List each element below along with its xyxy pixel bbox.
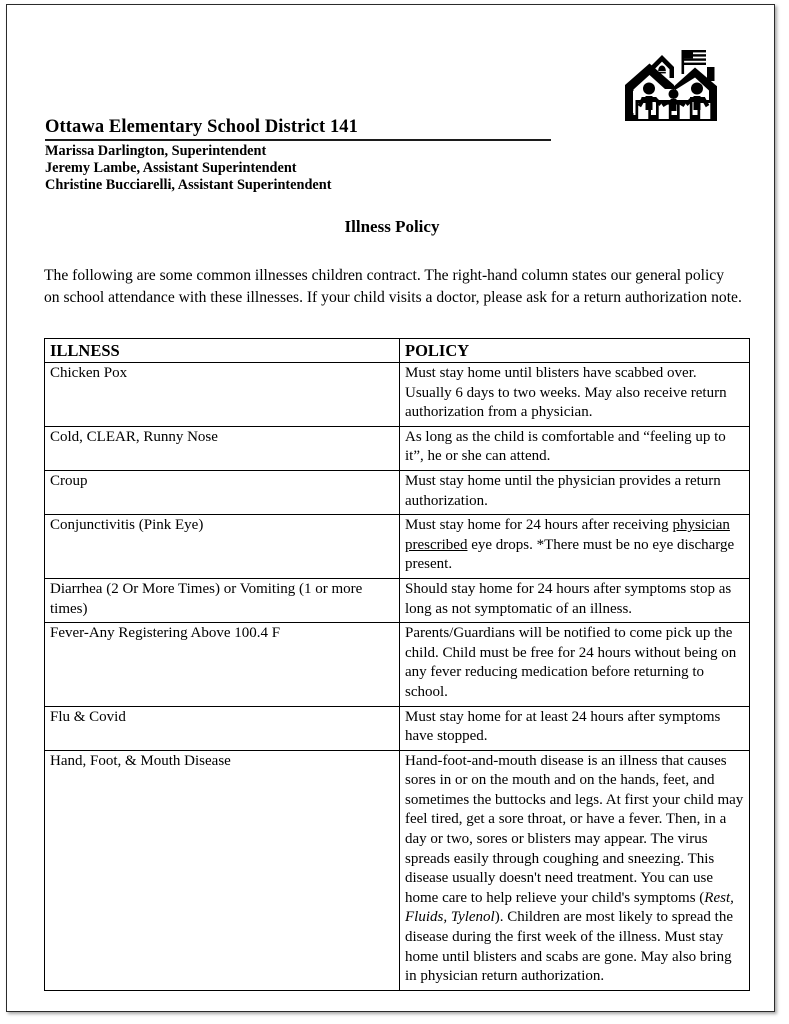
cell-policy: As long as the child is comfortable and “feeling up to it”, he or she can attend. (400, 426, 750, 470)
policy-text-prefix: Hand-foot-and-mouth disease is an illness that causes sores in or on the mouth and on the hands, feet, and sometimes the buttocks and legs. At first your child may feel tired, get a sore throat, or have a fever. Then, in a day or two, sores or blisters may appear. The virus spreads easily through coughing and sneezing. This disease usually doesn't need treatment. You can use home care to help relieve your child's symptoms ( (405, 752, 744, 906)
district-name-underline (45, 139, 551, 141)
table-header-row (45, 339, 750, 363)
table-row (45, 578, 750, 622)
schoolhouse-logo (623, 47, 727, 125)
cell-illness: Diarrhea (2 Or More Times) or Vomiting (1 or more times) (45, 578, 400, 622)
cell-policy: Parents/Guardians will be notified to come pick up the child. Child must be free for 24 hours without being on any fever reducing medication before returning to school. (400, 623, 750, 706)
table-row (45, 706, 750, 750)
officers-list (45, 143, 332, 195)
intro-paragraph: The following are some common illnesses children contract. The right-hand column states our general policy on school attendance with these illnesses. If your child visits a doctor, please ask for a return authorization note. (44, 267, 742, 306)
document-content (39, 35, 745, 991)
cell-illness: Croup (45, 470, 400, 514)
table-row (45, 623, 750, 706)
cell-illness: Chicken Pox (45, 363, 400, 427)
table-row (45, 750, 750, 990)
table-row (45, 515, 750, 579)
cell-illness: Hand, Foot, & Mouth Disease (45, 750, 400, 990)
policy-text-italic: Rest, Fluids, Tylenol (405, 889, 734, 926)
policy-text-suffix: eye drops. *There must be no eye discharge present. (405, 536, 735, 573)
officer-assistant-superintendent-1: Jeremy Lambe, Assistant Superintendent (45, 160, 297, 177)
officer-superintendent: Marissa Darlington, Superintendent (45, 143, 267, 159)
cell-illness: Cold, CLEAR, Runny Nose (45, 426, 400, 470)
column-header-illness: ILLNESS (45, 339, 400, 363)
cell-policy: Should stay home for 24 hours after symptoms stop as long as not symptomatic of an illness. (400, 578, 750, 622)
table-row (45, 426, 750, 470)
column-header-policy: POLICY (400, 339, 750, 363)
cell-illness: Fever-Any Registering Above 100.4 F (45, 623, 400, 706)
table-body (45, 363, 750, 991)
cell-policy: Must stay home until the physician provides a return authorization. (400, 470, 750, 514)
table-row (45, 363, 750, 427)
page-title: Illness Policy (344, 217, 440, 236)
letterhead (39, 35, 745, 195)
cell-illness: Flu & Covid (45, 706, 400, 750)
cell-policy (400, 515, 750, 579)
table-row (45, 470, 750, 514)
officer-assistant-superintendent-2: Christine Bucciarelli, Assistant Superintendent (45, 177, 332, 194)
cell-illness: Conjunctivitis (Pink Eye) (45, 515, 400, 579)
cell-policy: Must stay home for at least 24 hours after symptoms have stopped. (400, 706, 750, 750)
document-page (6, 4, 775, 1012)
policy-text-suffix: ). Children are most likely to spread the disease during the first week of the illness. Must stay home until blisters and scabs are gone. May also bring in physician return authorization. (405, 909, 733, 985)
cell-policy: Must stay home until blisters have scabbed over. Usually 6 days to two weeks. May also receive return authorization from a physician. (400, 363, 750, 427)
policy-text-underlined: physician prescribed (405, 517, 730, 553)
illness-policy-table (44, 338, 750, 991)
policy-text-prefix: Must stay home for 24 hours after receiving (405, 517, 673, 534)
district-name: Ottawa Elementary School District 141 (45, 117, 359, 137)
cell-policy (400, 750, 750, 990)
